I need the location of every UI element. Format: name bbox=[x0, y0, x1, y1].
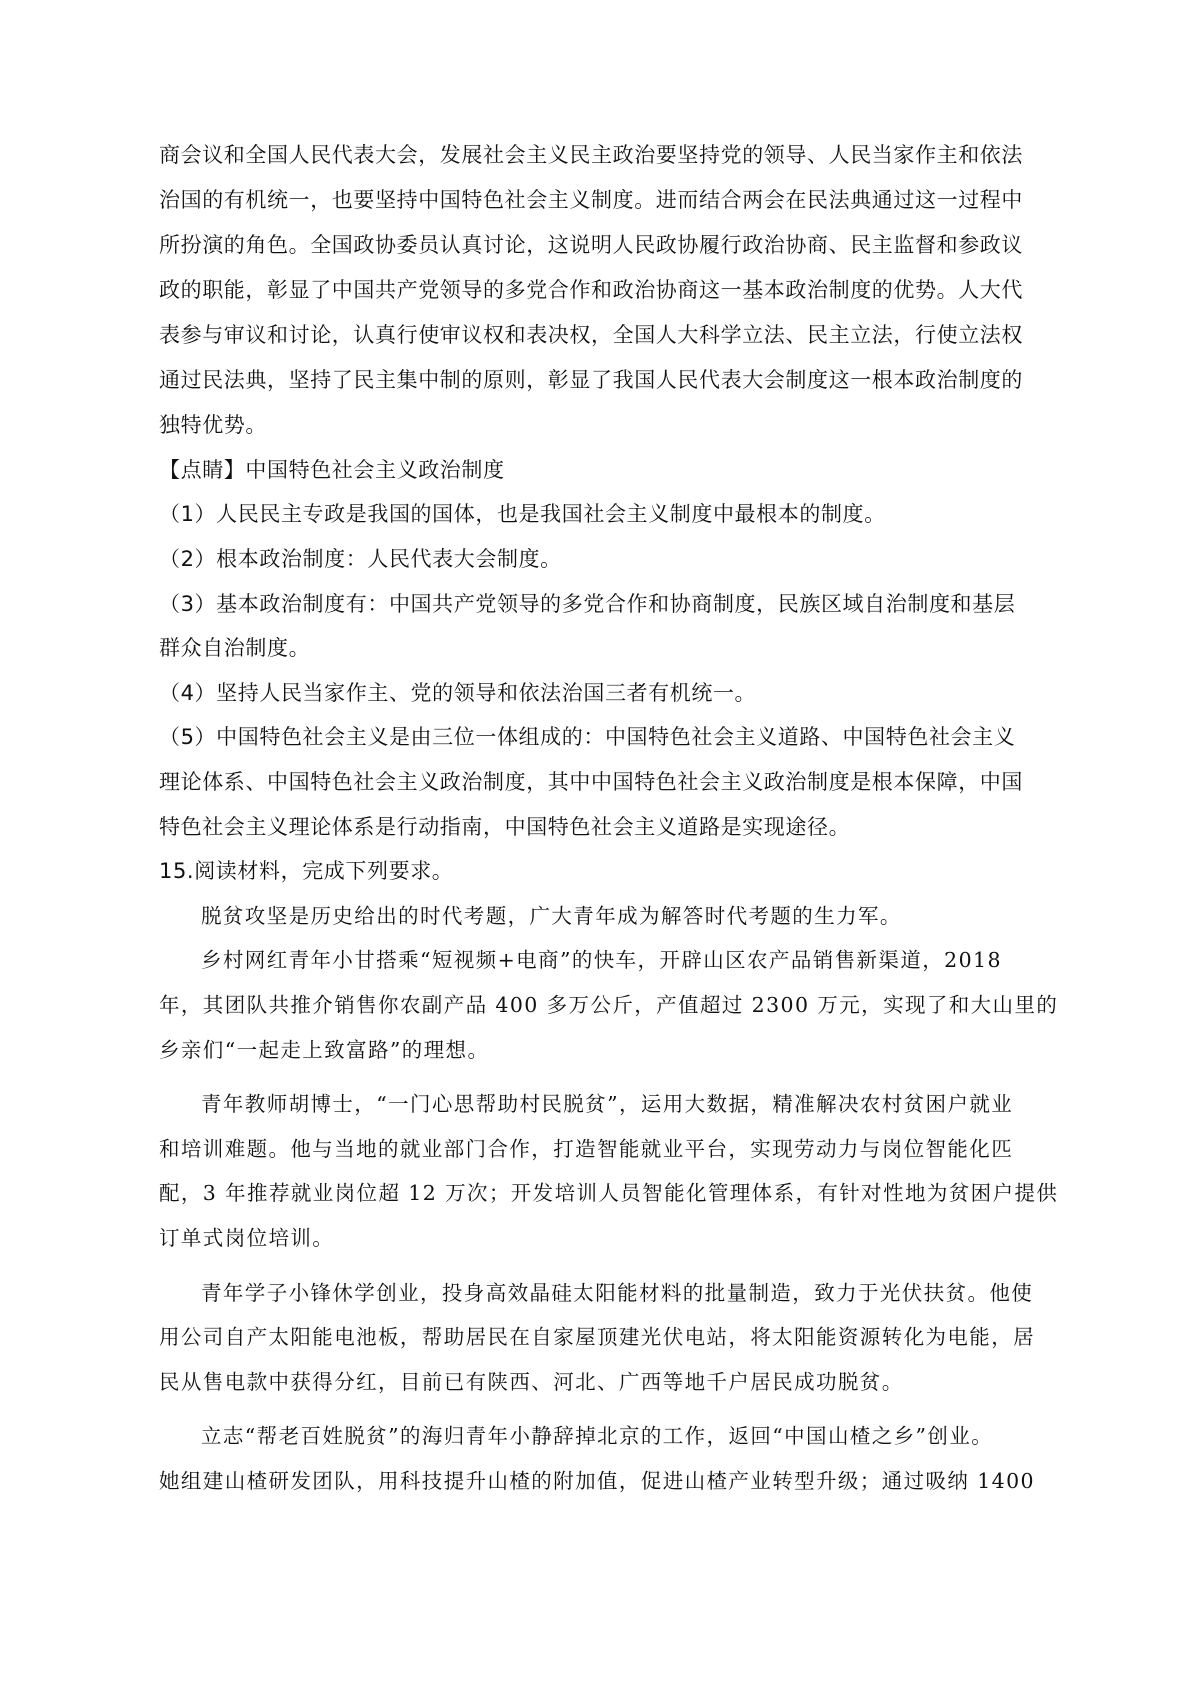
tip-item-1: （1）人民民主专政是我国的国体，也是我国社会主义制度中最根本的制度。 bbox=[159, 502, 886, 526]
intro-line: 所扮演的角色。全国政协委员认真讨论，这说明人民政协履行政治协商、民主监督和参政议 bbox=[159, 233, 1023, 257]
material-para-4-cont: 用公司自产太阳能电池板，帮助居民在自家屋顶建光伏电站，将太阳能资源转化为电能，居 bbox=[159, 1325, 1035, 1349]
material-para-2-cont: 年，其团队共推介销售你农副产品 400 多万公斤，产值超过 2300 万元，实现了和大山里的 bbox=[159, 993, 1059, 1017]
tip-item-5: （5）中国特色社会主义是由三位一体组成的：中国特色社会主义道路、中国特色社会主义 bbox=[159, 725, 1016, 749]
material-para-1: 脱贫攻坚是历史给出的时代考题，广大青年成为解答时代考题的生力军。 bbox=[201, 904, 902, 928]
tip-item-3: （3）基本政治制度有：中国共产党领导的多党合作和协商制度，民族区域自治制度和基层 bbox=[159, 592, 1016, 616]
material-para-2: 乡村网红青年小甘搭乘“短视频+电商”的快车，开辟山区农产品销售新渠道，2018 bbox=[201, 948, 1002, 972]
tip-item-5-cont: 理论体系、中国特色社会主义政治制度，其中中国特色社会主义政治制度是根本保障，中国 bbox=[159, 770, 1023, 794]
material-para-3-cont: 订单式岗位培训。 bbox=[159, 1226, 335, 1250]
intro-line: 独特优势。 bbox=[159, 413, 267, 437]
intro-line: 表参与审议和讨论，认真行使审议权和表决权，全国人大科学立法、民主立法，行使立法权 bbox=[159, 323, 1023, 347]
question-title: 15.阅读材料，完成下列要求。 bbox=[159, 859, 454, 883]
tip-heading: 【点睛】中国特色社会主义政治制度 bbox=[159, 458, 505, 482]
tip-item-3-cont: 群众自治制度。 bbox=[159, 636, 311, 660]
tip-item-5-cont: 特色社会主义理论体系是行动指南，中国特色社会主义道路是实现途径。 bbox=[159, 815, 851, 839]
intro-line: 政的职能，彰显了中国共产党领导的多党合作和政治协商这一基本政治制度的优势。人大代 bbox=[159, 278, 1023, 302]
material-para-5: 立志“帮老百姓脱贫”的海归青年小静辞掉北京的工作，返回“中国山楂之乡”创业。 bbox=[201, 1424, 994, 1448]
tip-item-2: （2）根本政治制度：人民代表大会制度。 bbox=[159, 547, 562, 571]
intro-line: 治国的有机统一，也要坚持中国特色社会主义制度。进而结合两会在民法典通过这一过程中 bbox=[159, 188, 1023, 212]
material-para-2-cont: 乡亲们“一起走上致富路”的理想。 bbox=[159, 1038, 490, 1062]
material-para-4: 青年学子小锋休学创业，投身高效晶硅太阳能材料的批量制造，致力于光伏扶贫。他使 bbox=[201, 1281, 1034, 1305]
intro-line: 商会议和全国人民代表大会，发展社会主义民主政治要坚持党的领导、人民当家作主和依法 bbox=[159, 143, 1023, 167]
material-para-4-cont: 民从售电款中获得分红，目前已有陕西、河北、广西等地千户居民成功脱贫。 bbox=[159, 1370, 904, 1394]
material-para-5-cont: 她组建山楂研发团队，用科技提升山楂的附加值，促进山楂产业转型升级；通过吸纳 1400 bbox=[159, 1469, 1035, 1493]
material-para-3: 青年教师胡博士，“一门心思帮助村民脱贫”，运用大数据，精准解决农村贫困户就业 bbox=[201, 1092, 1014, 1116]
intro-line: 通过民法典，坚持了民主集中制的原则，彰显了我国人民代表大会制度这一根本政治制度的 bbox=[159, 368, 1023, 392]
material-para-3-cont: 和培训难题。他与当地的就业部门合作，打造智能就业平台，实现劳动力与岗位智能化匹 bbox=[159, 1137, 1014, 1161]
tip-item-4: （4）坚持人民当家作主、党的领导和依法治国三者有机统一。 bbox=[159, 681, 757, 705]
material-para-3-cont: 配，3 年推荐就业岗位超 12 万次；开发培训人员智能化管理体系，有针对性地为贫困户提供 bbox=[159, 1181, 1059, 1205]
